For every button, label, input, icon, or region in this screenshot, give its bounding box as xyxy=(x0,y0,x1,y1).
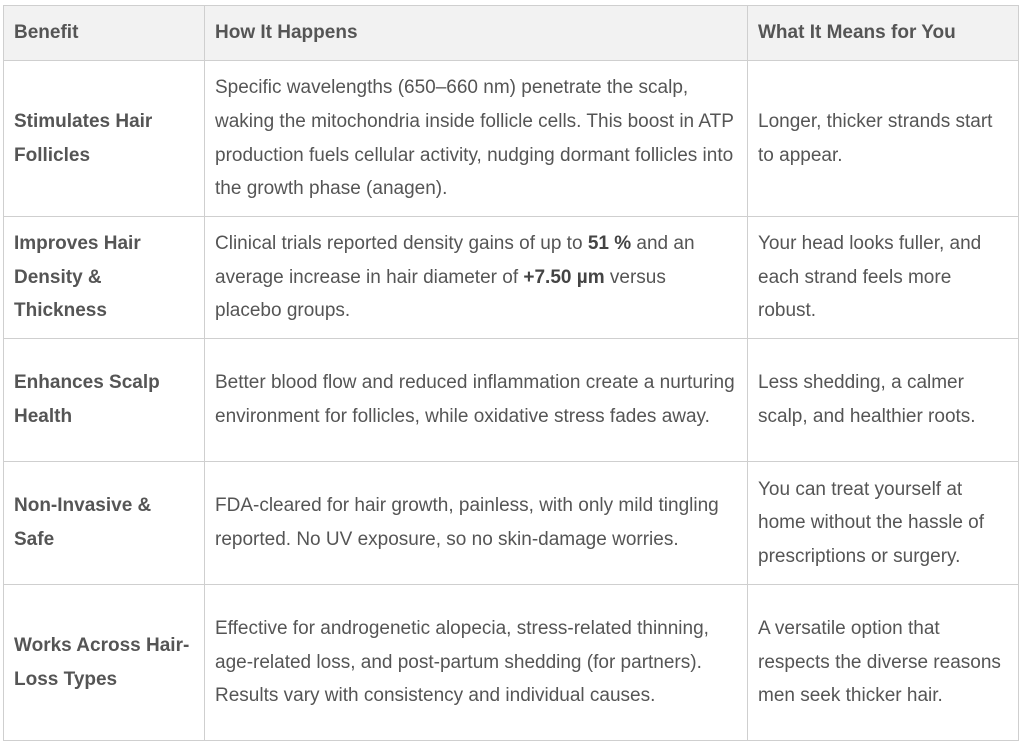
benefits-table xyxy=(3,5,1019,741)
header-what-it-means: What It Means for You xyxy=(748,6,1019,61)
how-cell xyxy=(205,217,748,339)
table-row xyxy=(4,61,1019,217)
means-cell: Longer, thicker strands start to appear. xyxy=(748,61,1019,217)
means-cell: You can treat yourself at home without the hassle of prescriptions or surgery. xyxy=(748,462,1019,585)
benefit-cell: Improves Hair Density & Thickness xyxy=(4,217,205,339)
table-header-row xyxy=(4,6,1019,61)
header-how-it-happens: How It Happens xyxy=(205,6,748,61)
how-text: versus placebo groups. xyxy=(215,266,666,322)
header-benefit: Benefit xyxy=(4,6,205,61)
how-cell: FDA-cleared for hair growth, painless, with only mild tingling reported. No UV exposure, so no skin-damage worries. xyxy=(205,462,748,585)
table-row xyxy=(4,585,1019,741)
how-cell: Specific wavelengths (650–660 nm) penetrate the scalp, waking the mitochondria inside follicle cells. This boost in ATP production fuels cellular activity, nudging dormant follicles into the growth phase (anagen). xyxy=(205,61,748,217)
means-cell: Your head looks fuller, and each strand feels more robust. xyxy=(748,217,1019,339)
benefit-cell: Stimulates Hair Follicles xyxy=(4,61,205,217)
how-text: and an average increase in hair diameter of xyxy=(215,233,695,288)
diameter-increase-value: +7.50 µm xyxy=(523,266,605,288)
how-cell: Effective for androgenetic alopecia, stress-related thinning, age-related loss, and post-partum shedding (for partners). Results vary with consistency and individual causes. xyxy=(205,585,748,741)
benefit-cell: Works Across Hair-Loss Types xyxy=(4,585,205,741)
density-gain-value: 51 % xyxy=(587,233,632,255)
benefit-cell: Non-Invasive & Safe xyxy=(4,462,205,585)
table-row xyxy=(4,462,1019,585)
how-cell: Better blood flow and reduced inflammation create a nurturing environment for follicles, while oxidative stress fades away. xyxy=(205,339,748,462)
means-cell: A versatile option that respects the diverse reasons men seek thicker hair. xyxy=(748,585,1019,741)
benefit-cell: Enhances Scalp Health xyxy=(4,339,205,462)
means-cell: Less shedding, a calmer scalp, and healthier roots. xyxy=(748,339,1019,462)
table-row xyxy=(4,217,1019,339)
table-row xyxy=(4,339,1019,462)
how-text: Clinical trials reported density gains of up to xyxy=(215,233,588,255)
